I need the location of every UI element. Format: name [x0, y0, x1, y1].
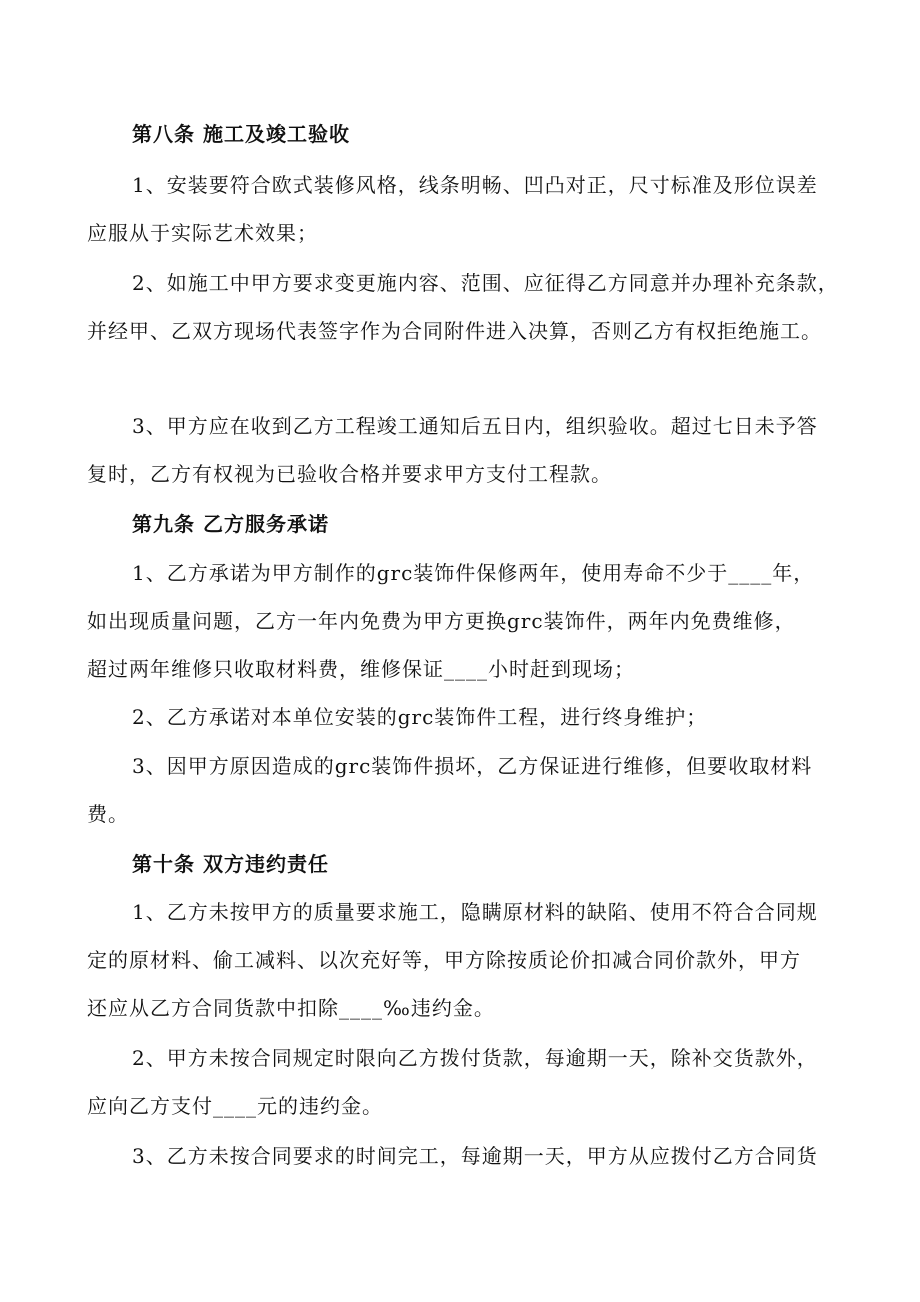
paragraph-line: 超过两年维修只收取材料费，维修保证____小时赶到现场；: [87, 657, 635, 681]
paragraph-line: 应服从于实际艺术效果；: [87, 221, 318, 245]
paragraph-line: 费。: [87, 802, 129, 826]
section-heading-8: 第八条 施工及竣工验收: [132, 122, 350, 146]
paragraph-line: 应向乙方支付____元的违约金。: [87, 1094, 383, 1118]
paragraph-line: 定的原材料、偷工减料、以次充好等，甲方除按质论价扣减合同价款外，甲方: [87, 948, 801, 972]
paragraph-line: 1、乙方未按甲方的质量要求施工，隐瞒原材料的缺陷、使用不符合合同规: [132, 900, 818, 924]
paragraph-line: 1、乙方承诺为甲方制作的grc装饰件保修两年，使用寿命不少于____年，: [132, 561, 815, 585]
paragraph-line: 1、安装要符合欧式装修风格，线条明畅、凹凸对正，尺寸标准及形位误差: [132, 173, 818, 197]
paragraph-line: 2、如施工中甲方要求变更施内容、范围、应征得乙方同意并办理补充条款，: [132, 271, 839, 295]
paragraph-line: 2、甲方未按合同规定时限向乙方拨付货款，每逾期一天，除补交货款外，: [132, 1046, 818, 1070]
paragraph-line: 2、乙方承诺对本单位安装的grc装饰件工程，进行终身维护；: [132, 705, 708, 729]
paragraph-line: 3、甲方应在收到乙方工程竣工通知后五日内，组织验收。超过七日未予答: [132, 414, 818, 438]
paragraph-line: 还应从乙方合同货款中扣除____‰违约金。: [87, 996, 495, 1020]
section-heading-10: 第十条 双方违约责任: [132, 852, 329, 876]
paragraph-line: 复时，乙方有权视为已验收合格并要求甲方支付工程款。: [87, 462, 612, 486]
section-heading-9: 第九条 乙方服务承诺: [132, 512, 329, 536]
paragraph-line: 3、因甲方原因造成的grc装饰件损坏，乙方保证进行维修，但要收取材料: [132, 754, 813, 778]
paragraph-line: 3、乙方未按合同要求的时间完工，每逾期一天，甲方从应拨付乙方合同货: [132, 1144, 818, 1168]
paragraph-line: 并经甲、乙双方现场代表签字作为合同附件进入决算，否则乙方有权拒绝施工。: [87, 319, 822, 343]
paragraph-line: 如出现质量问题，乙方一年内免费为甲方更换grc装饰件，两年内免费维修，: [87, 609, 796, 633]
